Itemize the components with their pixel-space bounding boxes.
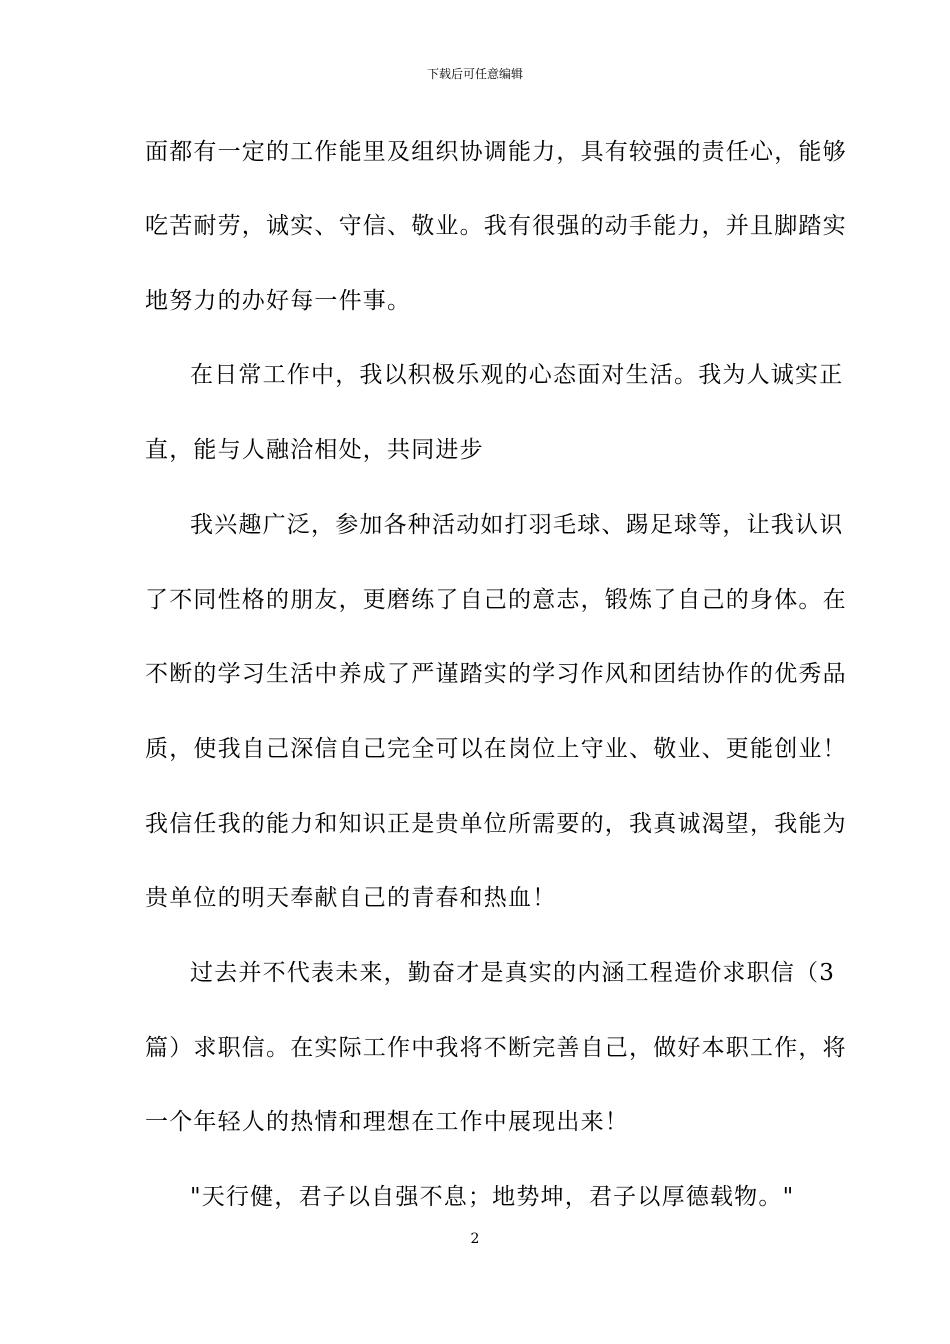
- text-line: 不断的学习生活中养成了严谨踏实的学习作风和团结协作的优秀品: [145, 661, 847, 687]
- text-line: 篇）求职信。在实际工作中我将不断完善自己，做好本职工作，将: [145, 1035, 847, 1061]
- text-line: 我信任我的能力和知识正是贵单位所需要的，我真诚渴望，我能为: [145, 811, 847, 837]
- text-line: 面都有一定的工作能里及组织协调能力，具有较强的责任心，能够: [145, 139, 847, 165]
- text-line: 地努力的办好每一件事。: [145, 288, 412, 314]
- text-line: 一个年轻人的热情和理想在工作中展现出来！: [145, 1109, 629, 1135]
- page-number: 2: [470, 1231, 480, 1247]
- text-line: 过去并不代表未来，勤奋才是真实的内涵工程造价求职信（3: [190, 960, 836, 986]
- page-header: 下载后可任意编辑: [426, 67, 523, 81]
- text-line: 贵单位的明天奉献自己的青春和热血！: [145, 885, 557, 911]
- text-line: 质，使我自己深信自己完全可以在岗位上守业、敬业、更能创业！: [145, 736, 847, 762]
- text-line: 直，能与人融洽相处，共同进步: [145, 437, 484, 463]
- text-line: 在日常工作中，我以积极乐观的心态面对生活。我为人诚实正: [190, 362, 844, 388]
- text-line: 我兴趣广泛，参加各种活动如打羽毛球、踢足球等，让我认识: [190, 512, 844, 538]
- text-line: 了不同性格的朋友，更磨练了自己的意志，锻炼了自己的身体。在: [145, 587, 847, 613]
- text-line: "天行健，君子以自强不息；地势坤，君子以厚德载物。": [190, 1184, 795, 1210]
- text-line: 吃苦耐劳，诚实、守信、敬业。我有很强的动手能力，并且脚踏实: [145, 213, 847, 239]
